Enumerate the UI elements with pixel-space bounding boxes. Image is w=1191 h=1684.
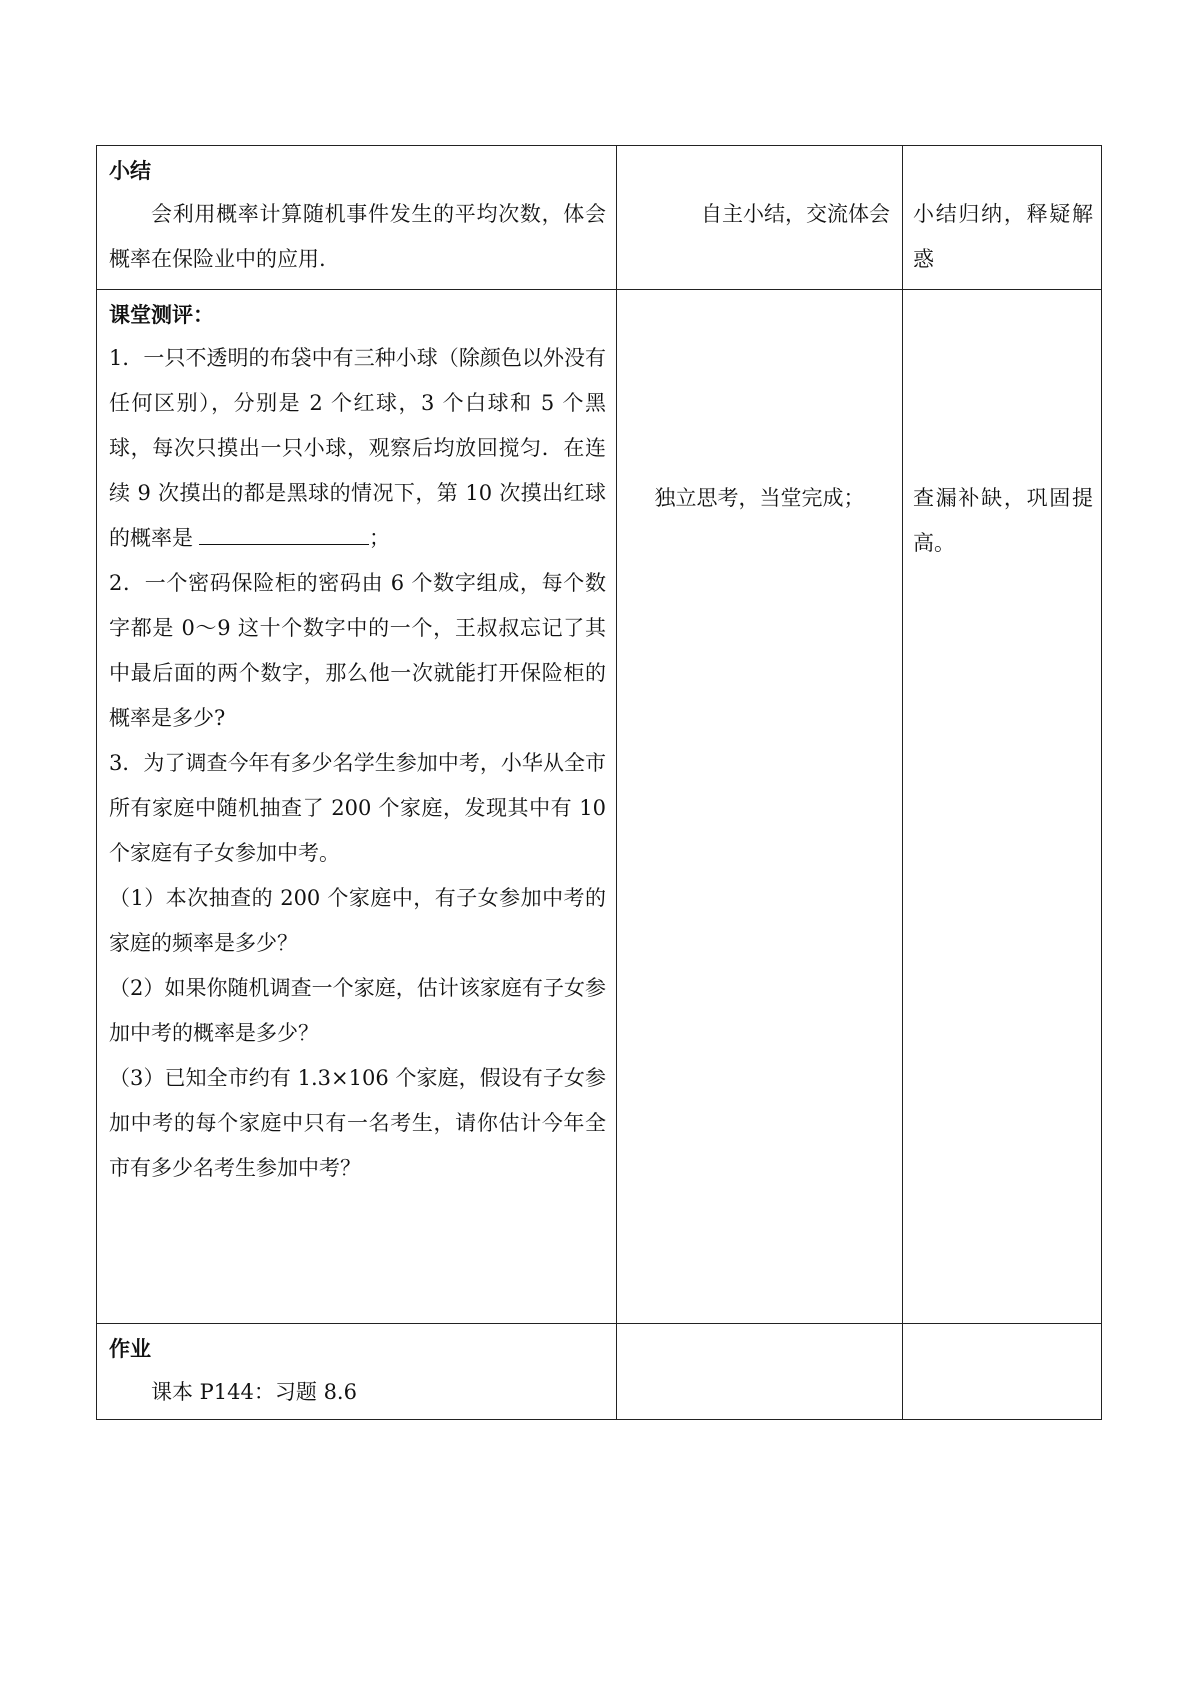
- summary-text: 会利用概率计算随机事件发生的平均次数，体会概率在保险业中的应用.: [109, 202, 606, 271]
- summary-design-intent: 小结归纳，释疑解惑: [913, 202, 1093, 271]
- homework-activity-cell: [617, 1324, 903, 1420]
- question-3-part-1: （1）本次抽查的 200 个家庭中，有子女参加中考的家庭的频率是多少？: [109, 886, 606, 955]
- test-content-cell: [97, 290, 617, 1324]
- test-student-activity: 独立思考，当堂完成；: [654, 486, 865, 510]
- summary-intent-cell: [903, 146, 1102, 290]
- question-1-text: 1．一只不透明的布袋中有三种小球（除颜色以外没有任何区别），分别是 2 个红球，3 个白球和 5 个黑球，每次只摸出一只小球，观察后均放回搅匀．在连续 9 次摸出的都是黑球的情况下，第 10 次摸出红球的概率是: [109, 346, 606, 550]
- summary-content-cell: [97, 146, 617, 290]
- homework-row: [97, 1324, 1102, 1420]
- summary-student-activity: 自主小结，交流体会: [701, 202, 890, 226]
- summary-heading: 小结: [109, 159, 151, 183]
- question-2: 2．一个密码保险柜的密码由 6 个数字组成，每个数字都是 0～9 这十个数字中的一个，王叔叔忘记了其中最后面的两个数字，那么他一次就能打开保险柜的概率是多少?: [109, 571, 606, 730]
- test-heading: 课堂测评：: [109, 303, 214, 327]
- question-3: 3．为了调查今年有多少名学生参加中考，小华从全市所有家庭中随机抽查了 200 个家庭，发现其中有 10 个家庭有子女参加中考。: [109, 751, 606, 865]
- lesson-plan-table: [96, 145, 1102, 1420]
- question-1-end: ；: [369, 526, 390, 550]
- question-3-part-2: （2）如果你随机调查一个家庭，估计该家庭有子女参加中考的概率是多少？: [109, 976, 606, 1045]
- question-1: [109, 336, 606, 561]
- test-row: [97, 290, 1102, 1324]
- test-design-intent: 查漏补缺，巩固提高。: [913, 486, 1093, 555]
- answer-blank: [199, 520, 369, 545]
- question-3-part-3: （3）已知全市约有 1.3×106 个家庭，假设有子女参加中考的每个家庭中只有一名考生，请你估计今年全市有多少名考生参加中考？: [109, 1066, 606, 1180]
- homework-intent-cell: [903, 1324, 1102, 1420]
- summary-activity-cell: [617, 146, 903, 290]
- summary-row: [97, 146, 1102, 290]
- homework-heading: 作业: [109, 1337, 151, 1361]
- test-activity-cell: [617, 290, 903, 1324]
- homework-content-cell: [97, 1324, 617, 1420]
- test-intent-cell: [903, 290, 1102, 1324]
- homework-text: 课本 P144：习题 8.6: [151, 1380, 357, 1404]
